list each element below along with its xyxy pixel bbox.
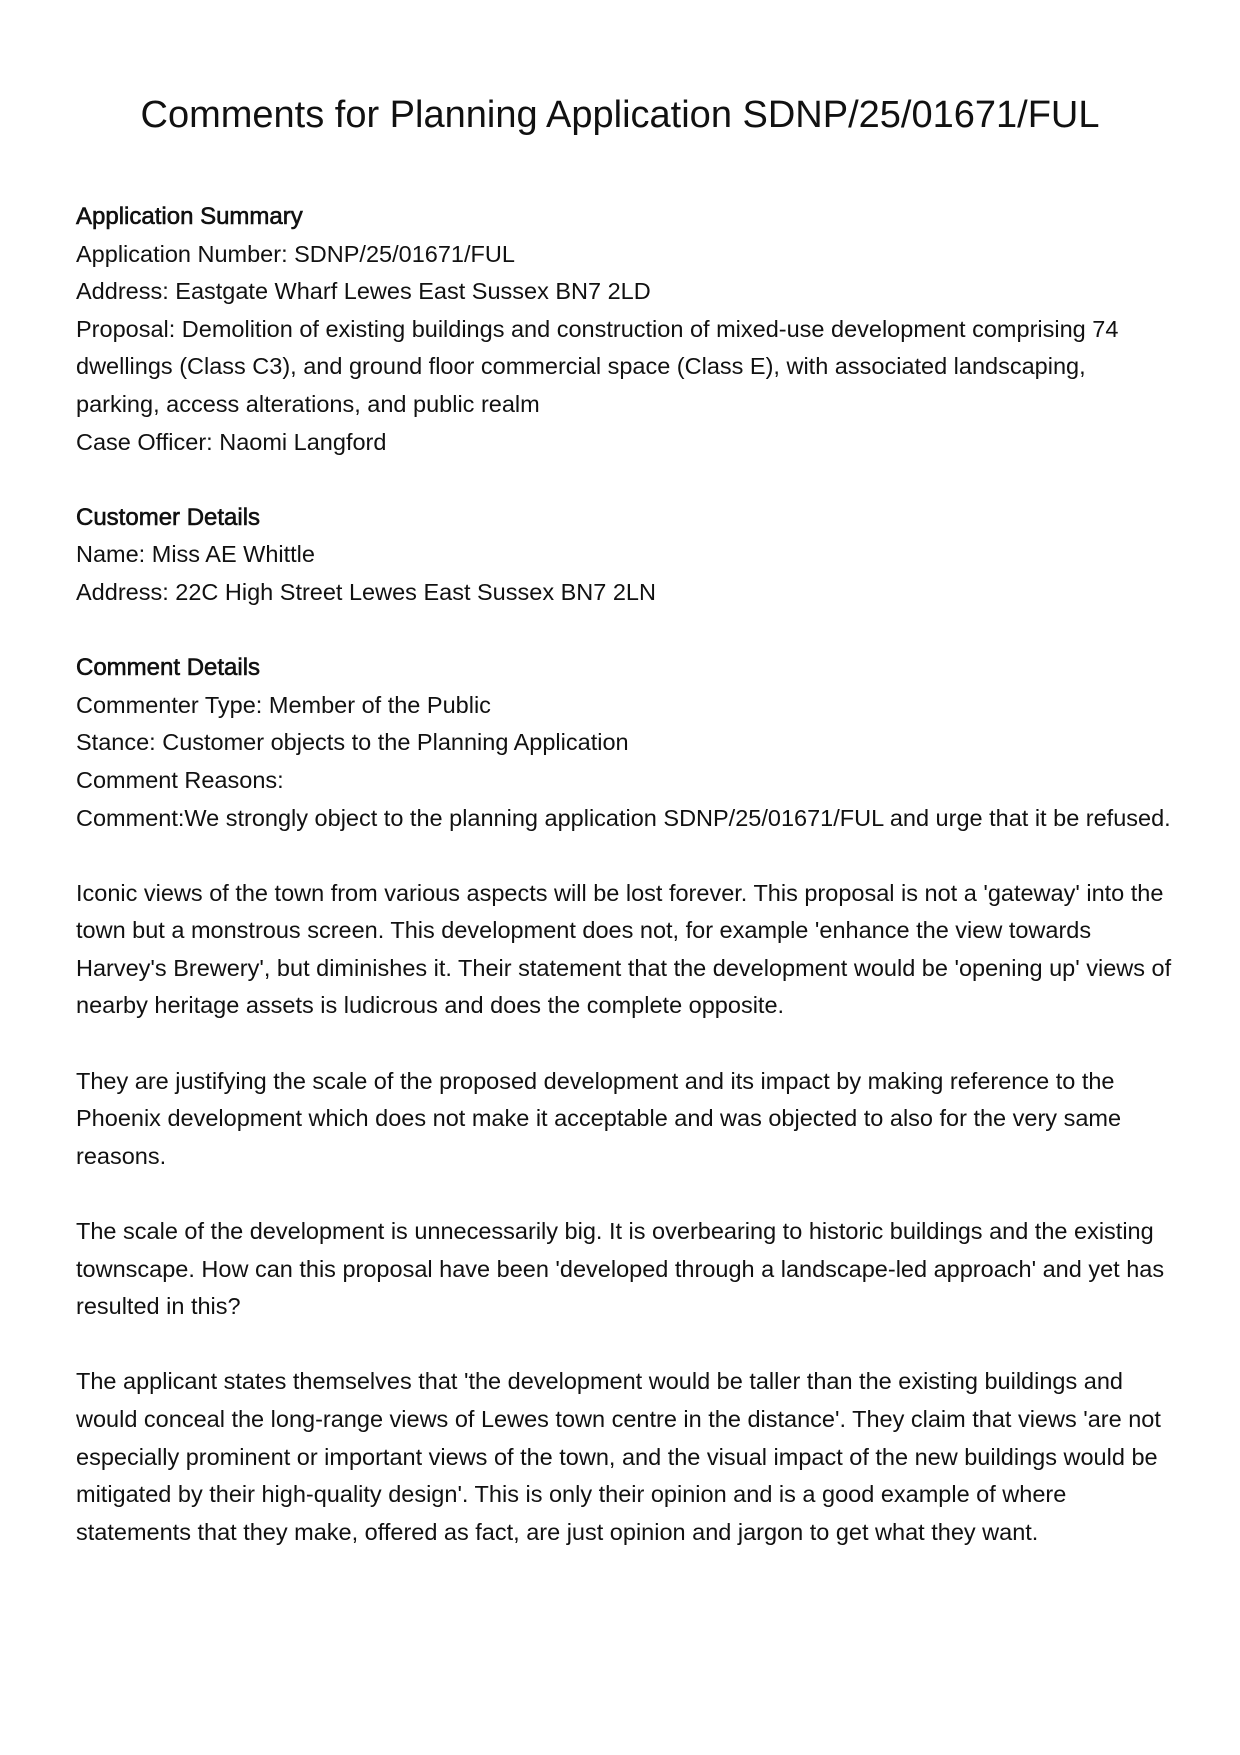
customer-name: Name: Miss AE Whittle [76,541,315,568]
application-proposal: Proposal: Demolition of existing buildings and construction of mixed-use development comprising 74 dwellings (Class C3), and ground floor commercial space (Class E), with associated landscaping, parking, access alterations, and public realm [76,315,1119,417]
paragraph-spacer [76,837,1174,875]
comment-details-heading: Comment Details [76,654,261,682]
comment-reasons: Comment Reasons: [76,766,284,793]
application-number: Application Number: SDNP/25/01671/FUL [76,240,515,267]
customer-details-section [76,499,1174,612]
comment-paragraph: They are justifying the scale of the proposed development and its impact by making reference to the Phoenix development which does not make it acceptable and was objected to also for the very same reasons. [76,1067,1122,1169]
paragraph-spacer [76,1025,1174,1063]
comment-paragraph: The applicant states themselves that 'the development would be taller than the existing buildings and would conceal the long-range views of Lewes town centre in the distance'. They claim that views 'are not especially prominent or important views of the town, and the visual impact of the new buildings would be mitigated by their high-quality design'. This is only their opinion and is a good example of where statements that they make, offered as fact, are just opinion and jargon to get what they want. [76,1368,1161,1545]
comment-paragraph: Iconic views of the town from various aspects will be lost forever. This proposal is not a 'gateway' into the town but a monstrous screen. This development does not, for example 'enhance the view towards Harvey's Brewery', but diminishes it. Their statement that the development would be 'opening up' views of nearby heritage assets is ludicrous and does the complete opposite. [76,879,1172,1019]
application-address: Address: Eastgate Wharf Lewes East Sussex BN7 2LD [76,278,651,305]
commenter-type: Commenter Type: Member of the Public [76,691,491,718]
application-summary-heading: Application Summary [76,203,303,230]
document-body [76,198,1174,1551]
paragraph-spacer [76,1326,1174,1364]
page-title: Comments for Planning Application SDNP/25/01671/FUL [140,94,1100,136]
paragraph-spacer [76,1175,1174,1213]
customer-address: Address: 22C High Street Lewes East Sussex BN7 2LN [76,578,656,605]
customer-details-heading: Customer Details [76,503,261,531]
comment-intro: Comment:We strongly object to the planning application SDNP/25/01671/FUL and urge that it be refused. [76,804,1171,831]
comment-details-section [76,649,1174,1551]
comment-paragraph: The scale of the development is unnecessarily big. It is overbearing to historic buildings and the existing townscape. How can this proposal have been 'developed through a landscape-led approach' and yet has resulted in this? [76,1218,1165,1320]
section-spacer [76,612,1174,650]
case-officer: Case Officer: Naomi Langford [76,428,387,455]
comment-stance: Stance: Customer objects to the Planning Application [76,729,629,756]
section-spacer [76,461,1174,499]
application-summary-section [76,198,1174,461]
